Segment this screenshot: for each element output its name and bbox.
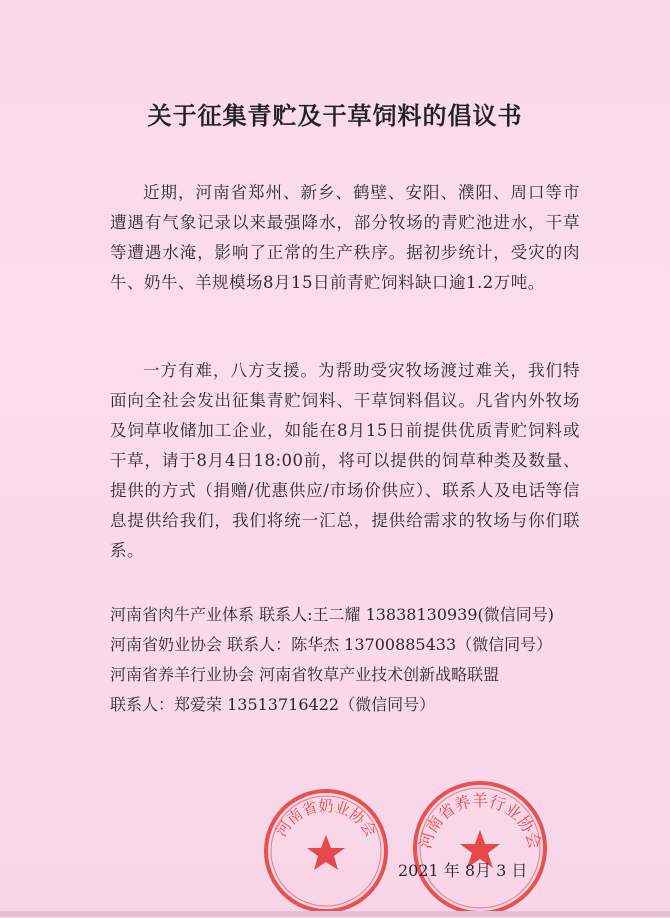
document-date: 2021 年 8月 3 日 <box>398 861 528 880</box>
contact-dairy: 河南省奶业协会 联系人：陈华杰 13700885433（微信同号） <box>110 635 553 654</box>
seal2-text: 河南省养羊行业协会 <box>415 790 545 851</box>
paragraph-2: 一方有难，八方支援。为帮助受灾牧场渡过难关，我们特面向全社会发出征集青贮饲料、干草饲料倡议。凡省内外牧场及饲草收储加工企业，如能在8月15日前提供优质青贮饲料或干草，请于8月4日18:00前，将可以提供的饲草种类及数量、提供的方式（捐赠/优惠供应/市场价供应）、联系人及电话等信息提供给我们，我们将统一汇总，提供给需求的牧场与你们联系。 <box>110 361 580 560</box>
seal1-text: 河南省奶业协会 <box>271 797 381 840</box>
contact-person-zheng: 联系人：郑爱荣 13513716422（微信同号） <box>110 695 436 714</box>
seal-dairy-association-icon <box>262 787 390 915</box>
contact-beef-cattle: 河南省肉牛产业体系 联系人:王二耀 13838130939(微信同号) <box>110 605 555 624</box>
paragraph-1: 近期，河南省郑州、新乡、鹤壁、安阳、濮阳、周口等市遭遇有气象记录以来最强降水，部分牧场的青贮池进水，干草等遭遇水淹，影响了正常的生产秩序。据初步统计，受灾的肉牛、奶牛、羊规模场8月15日前青贮饲料缺口逾1.2万吨。 <box>110 183 580 292</box>
document-title: 关于征集青贮及干草饲料的倡议书 <box>147 101 523 130</box>
contacts-block <box>110 600 590 720</box>
contact-sheep-forage: 河南省养羊行业协会 河南省牧草产业技术创新战略联盟 <box>110 665 500 684</box>
seal-sheep-association-icon <box>410 778 550 918</box>
bottom-edge <box>0 911 670 917</box>
